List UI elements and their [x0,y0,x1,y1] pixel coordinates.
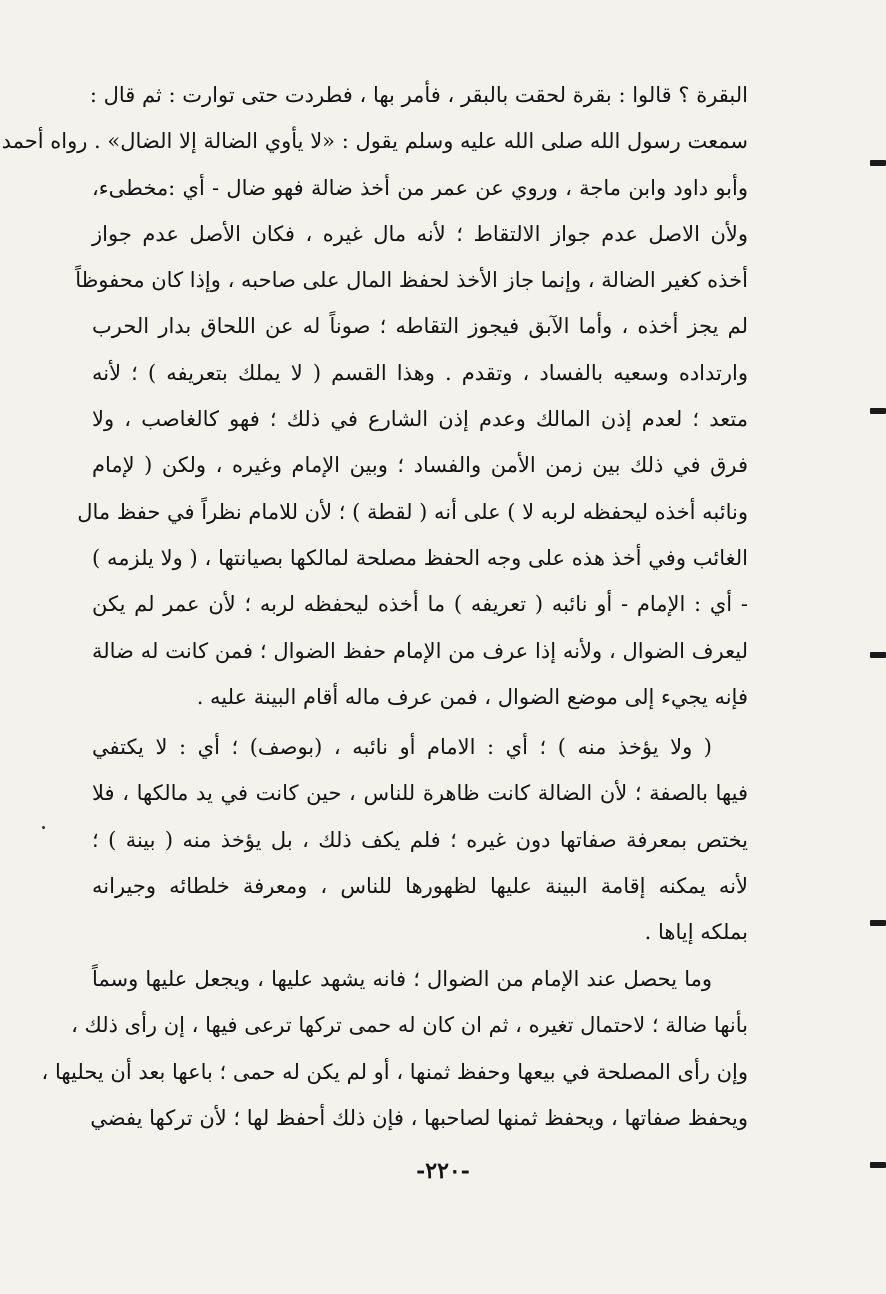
text-line: ( ولا يؤخذ منه ) ؛ أي : الامام أو نائبه ، (بوصف) ؛ أي : لا يكتفي [92,735,712,759]
text-line: ويحفظ صفاتها ، ويحفظ ثمنها لصاحبها ، فإن ذلك أحفظ لها ؛ لأن تركها يفضي [90,1105,748,1130]
paragraph-1 [1,72,748,720]
page-number: -٢٢٠- [416,1158,470,1184]
text-line: بملكه إياها . [644,920,748,945]
text-line: ونائبه أخذه ليحفظه لربه لا ) على أنه ( لقطة ) ؛ لأن للامام نظراً في حفظ مال [77,499,748,524]
binding-mark [870,160,886,166]
text-line: لأنه يمكنه إقامة البينة عليها لظهورها للناس ، ومعرفة خلطائه وجيرانه [92,873,748,898]
scan-speck [42,826,45,829]
binding-mark [870,1162,886,1168]
paragraph-2 [92,724,748,955]
text-line: الغائب وفي أخذ هذه على وجه الحفظ مصلحة لمالكها بصيانتها ، ( ولا يلزمه ) [92,545,748,570]
text-line: أخذه كغير الضالة ، وإنما جاز الأخذ لحفظ المال على صاحبه ، وإذا كان محفوظاً [75,268,748,293]
binding-mark [870,652,886,658]
text-line: بأنها ضالة ؛ لاحتمال تغيره ، ثم ان كان له حمى تركها ترعى فيها ، إن رأى ذلك ، [71,1013,748,1038]
text-line: سمعت رسول الله صلى الله عليه وسلم يقول : «لا يأوي الضالة إلا الضال» . رواه أحمد [1,129,748,154]
text-line: يختص بمعرفة صفاتها دون غيره ؛ فلم يكف ذلك ، بل يؤخذ منه ( بينة ) ؛ [92,827,748,852]
text-line: وارتداده وسعيه بالفساد ، وتقدم . وهذا القسم ( لا يملك بتعريفه ) ؛ لأنه [92,360,748,385]
text-line: فإنه يجيء إلى موضع الضوال ، فمن عرف ماله أقام البينة عليه . [196,684,748,709]
paragraph-3 [41,956,748,1141]
text-line: وما يحصل عند الإمام من الضوال ؛ فانه يشهد عليها ، ويجعل عليها وسماً [92,967,712,991]
text-line: البقرة ؟ قالوا : بقرة لحقت بالبقر ، فأمر بها ، فطردت حتى توارت : ثم قال : [89,83,748,107]
binding-mark [870,408,886,414]
binding-mark [870,920,886,926]
text-line: - أي : الإمام - أو نائبه ( تعريفه ) ما أخذه ليحفظه لربه ؛ لأن عمر لم يكن [92,592,748,617]
text-line: وإن رأى المصلحة في بيعها وحفظ ثمنها ، أو لم يكن له حمى ؛ باعها بعد أن يحليها ، [41,1059,748,1084]
text-line: فيها بالصفة ؛ لأن الضالة كانت ظاهرة للناس ، حين كانت في يد مالكها ، فلا [92,781,748,806]
text-line: لم يجز أخذه ، وأما الآبق فيجوز التقاطه ؛ صوناً له عن اللحاق بدار الحرب [92,314,748,339]
text-line: وأبو داود وابن ماجة ، وروي عن عمر من أخذ ضالة فهو ضال - أي :مخطىء، [92,175,748,200]
text-line: ليعرف الضوال ، ولأنه إذا عرف من الإمام حفظ الضوال ؛ فمن كانت له ضالة [92,638,748,663]
text-line: متعد ؛ لعدم إذن المالك وعدم إذن الشارع في ذلك ؛ فهو كالغاصب ، ولا [92,407,748,432]
text-line: ولأن الاصل عدم جواز الالتقاط ؛ لأنه مال غيره ، فكان الأصل عدم جواز [92,221,748,246]
text-line: فرق في ذلك بين زمن الأمن والفساد ؛ وبين الإمام وغيره ، ولكن ( لإمام [92,453,748,478]
